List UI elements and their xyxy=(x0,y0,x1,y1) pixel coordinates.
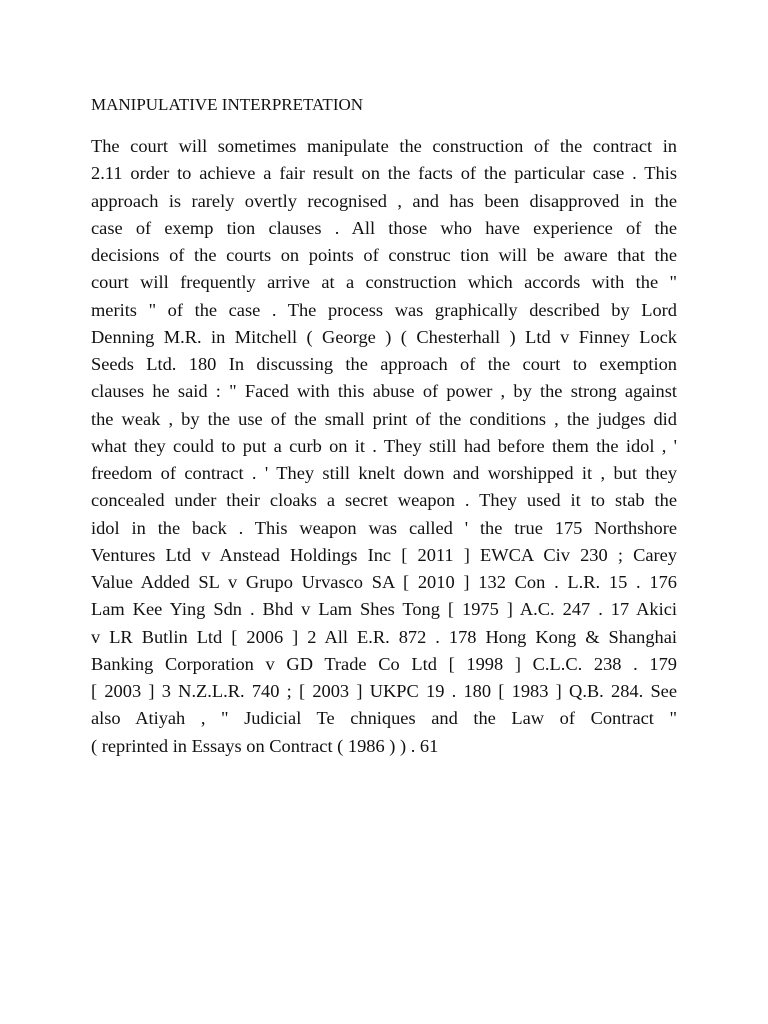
paragraph-line: Lam Kee Ying Sdn . Bhd v Lam Shes Tong [ 1975 ] A.C. 247 . 17 Akici xyxy=(91,599,677,620)
paragraph-line: approach is rarely overtly recognised , and has been disapproved in the xyxy=(91,190,677,211)
body-paragraph xyxy=(91,133,677,760)
paragraph-line: also Atiyah , " Judicial Te chniques and the Law of Contract " xyxy=(91,708,677,729)
section-heading: MANIPULATIVE INTERPRETATION xyxy=(91,95,364,114)
paragraph-line: court will frequently arrive at a construction which accords with the " xyxy=(91,272,677,293)
paragraph-line: 2.11 order to achieve a fair result on the facts of the particular case . This xyxy=(91,163,677,184)
paragraph-line: the weak , by the use of the small print of the conditions , the judges did xyxy=(91,408,677,429)
paragraph-line: idol in the back . This weapon was called ' the true 175 Northshore xyxy=(91,517,677,538)
paragraph-line: concealed under their cloaks a secret weapon . They used it to stab the xyxy=(91,490,677,511)
paragraph-line: ( reprinted in Essays on Contract ( 1986 ) ) . 61 xyxy=(91,735,439,756)
paragraph-line: clauses he said : " Faced with this abuse of power , by the strong against xyxy=(91,381,677,402)
paragraph-line: merits " of the case . The process was graphically described by Lord xyxy=(91,299,677,320)
paragraph-line: v LR Butlin Ltd [ 2006 ] 2 All E.R. 872 . 178 Hong Kong & Shanghai xyxy=(91,626,677,647)
paragraph-line: [ 2003 ] 3 N.Z.L.R. 740 ; [ 2003 ] UKPC 19 . 180 [ 1983 ] Q.B. 284. See xyxy=(91,681,677,701)
paragraph-line: The court will sometimes manipulate the construction of the contract in xyxy=(91,136,677,156)
paragraph-line: Denning M.R. in Mitchell ( George ) ( Chesterhall ) Ltd v Finney Lock xyxy=(91,326,677,347)
paragraph-line: Banking Corporation v GD Trade Co Ltd [ 1998 ] C.L.C. 238 . 179 xyxy=(91,653,677,674)
paragraph-line: what they could to put a curb on it . They still had before them the idol , ' xyxy=(91,435,677,456)
paragraph-line: freedom of contract . ' They still knelt down and worshipped it , but they xyxy=(91,463,677,483)
paragraph-line: Seeds Ltd. 180 In discussing the approach of the court to exemption xyxy=(91,354,677,374)
paragraph-line: case of exemp tion clauses . All those who have experience of the xyxy=(91,217,677,238)
paragraph-line: Ventures Ltd v Anstead Holdings Inc [ 2011 ] EWCA Civ 230 ; Carey xyxy=(91,544,677,565)
paragraph-line: Value Added SL v Grupo Urvasco SA [ 2010 ] 132 Con . L.R. 15 . 176 xyxy=(91,572,677,592)
paragraph-line: decisions of the courts on points of construc tion will be aware that the xyxy=(91,245,677,265)
